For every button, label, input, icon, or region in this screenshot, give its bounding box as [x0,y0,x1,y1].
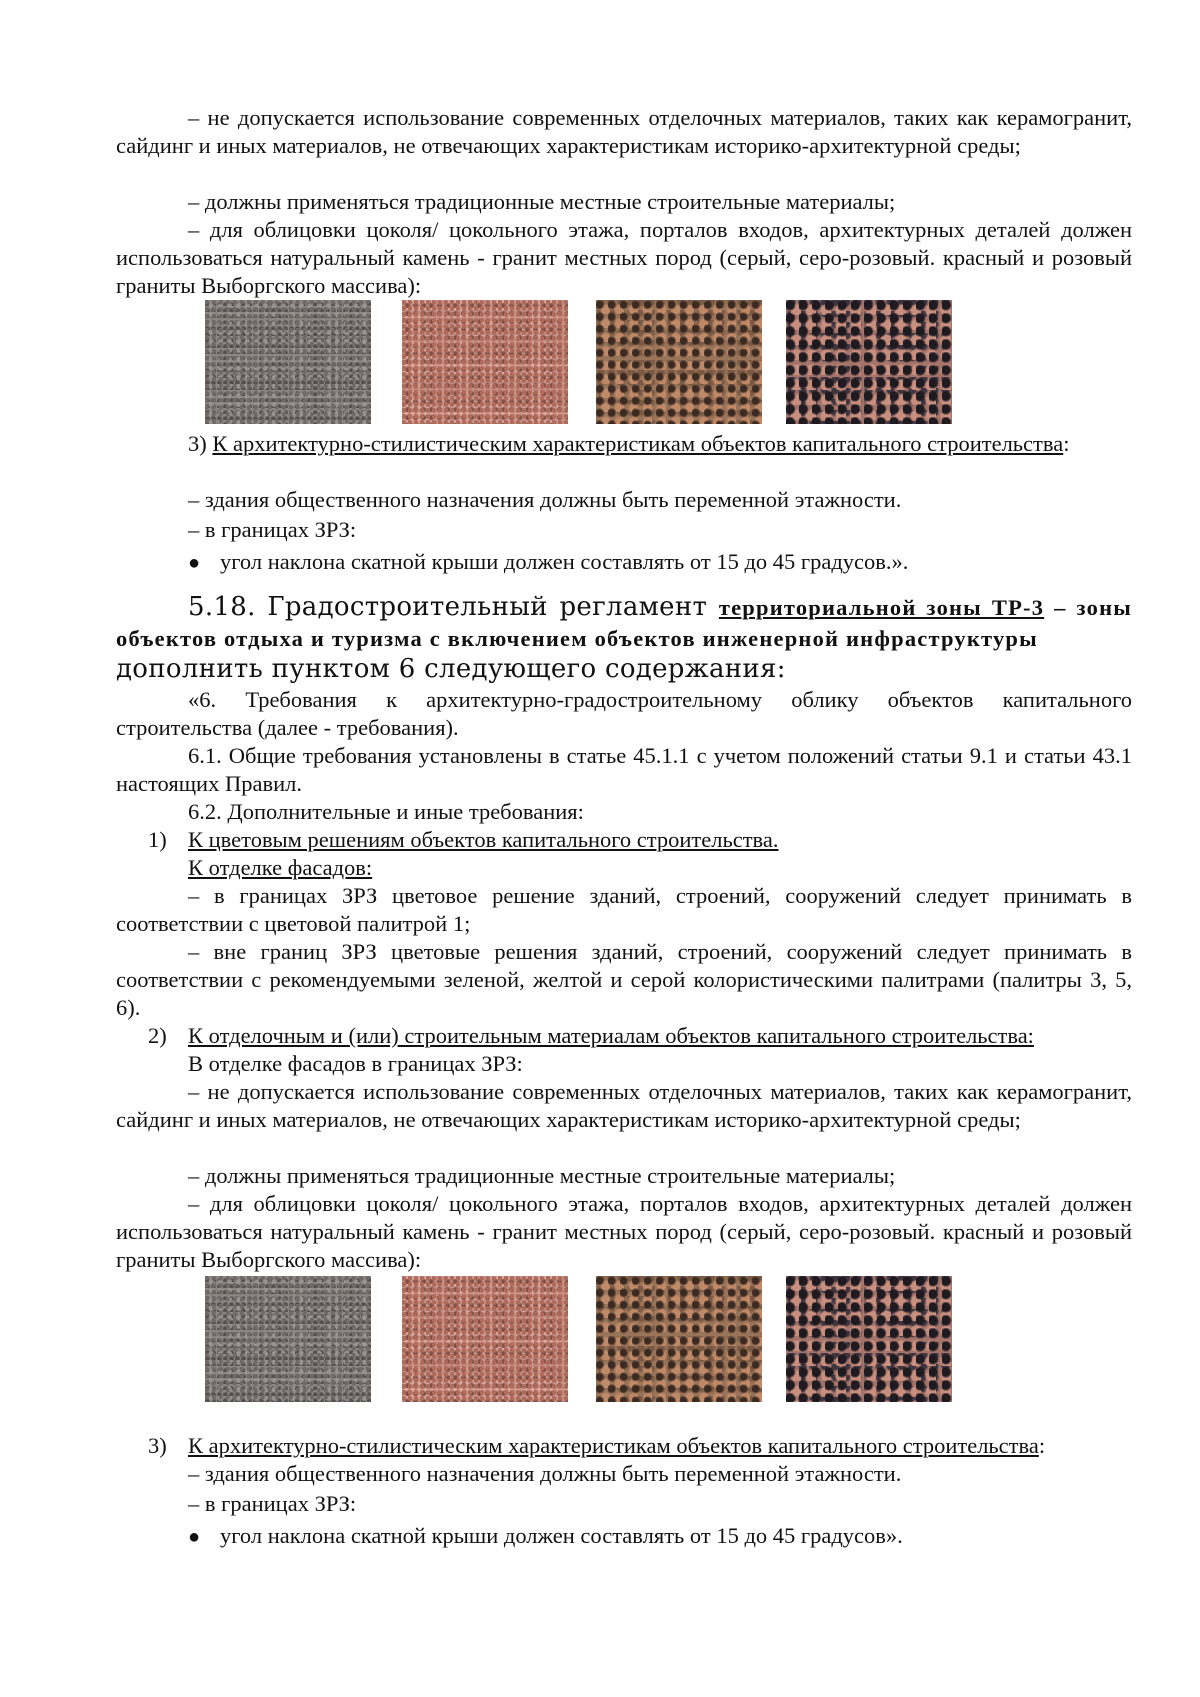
list-item-1-dash-2 [116,938,1132,1022]
list-item-3-bullet [188,1522,1132,1551]
zone-description: – зоны объектов отдыха и туризма с включением объектов инженерной инфраструктуры [116,595,1132,651]
bullet-icon: ● [188,1526,201,1548]
list-text: К цветовым решениям объектов капитального строительства. [188,827,779,852]
granite-gray-sample [205,1276,371,1402]
list-item-1 [148,826,1132,854]
section-a-item-1 [116,104,1132,160]
granite-pink-sample [786,300,952,424]
section-518-heading [116,592,1132,685]
list-number: 1) [148,827,167,852]
list-item-2-dash-3 [116,1190,1132,1274]
list-text: К отделочным и (или) строительным материалам объектов капитального строительства: [188,1023,1034,1048]
subheading: К отделке фасадов: [188,855,373,880]
paragraph: – должны применяться традиционные местные строительные материалы; [188,189,896,214]
paragraph: – должны применяться традиционные местные строительные материалы; [188,1163,896,1188]
paragraph: – для облицовки цоколя/ цокольного этажа, порталов входов, архитектурных деталей должен использоваться натуральный камень - гранит местных пород (серый, серо-розовый. красный и розовый граниты Выборгского массива): [116,1191,1132,1272]
granite-red-sample [596,300,762,424]
list-item-2-sub [188,1050,1132,1078]
paragraph: – вне границ ЗРЗ цветовые решения зданий, строений, сооружений следует принимать в соответствии с рекомендуемыми зеленой, желтой и серой колористическими палитрами (палитры 3, 5, 6). [116,939,1132,1020]
paragraph: – для облицовки цоколя/ цокольного этажа, порталов входов, архитектурных деталей должен использоваться натуральный камень - гранит местных пород (серый, серо-розовый. красный и розовый граниты Выборгского массива): [116,217,1132,298]
subheading: В отделке фасадов в границах ЗРЗ: [188,1051,523,1076]
paragraph: – в границах ЗРЗ: [188,1491,357,1516]
paragraph: – не допускается использование современных отделочных материалов, таких как керамогранит, сайдинг и иных материалов, не отвечающих характеристикам историко-архитектурной среды; [116,105,1132,158]
section-a-item-3 [116,216,1132,300]
section-a-bullet [188,548,1132,577]
granite-gray-pink-sample [402,300,568,424]
bullet-text: угол наклона скатной крыши должен составлять от 15 до 45 градусов». [220,1523,903,1548]
granite-gray-pink-sample [402,1276,568,1402]
list-item-3-dash-2 [116,1490,1132,1518]
heading-text: К архитектурно-стилистическим характеристикам объектов капитального строительства [212,431,1064,456]
paragraph-6 [116,686,1132,742]
list-number: 3) [188,431,207,456]
paragraph-6-2 [116,798,1132,826]
paragraph: – в границах ЗРЗ цветовое решение зданий, строений, сооружений следует принимать в соответствии с цветовой палитрой 1; [116,883,1132,936]
list-item-2 [148,1022,1132,1050]
section-a-heading-3 [116,430,1132,458]
list-text: К архитектурно-стилистическим характеристикам объектов капитального строительства [188,1433,1039,1458]
paragraph: «6. Требования к архитектурно-градостроительному облику объектов капитального строительства (далее - требования). [116,687,1132,740]
paragraph: – в границах ЗРЗ: [188,517,357,542]
paragraph-6-1 [116,742,1132,798]
granite-pink-sample [786,1276,952,1402]
heading-tail: : [1063,431,1070,456]
section-a-item-2 [116,188,1132,216]
paragraph: – не допускается использование современных отделочных материалов, таких как керамогранит, сайдинг и иных материалов, не отвечающих характеристикам историко-архитектурной среды; [116,1079,1132,1132]
paragraph: – здания общественного назначения должны быть переменной этажности. [188,487,902,512]
section-a-item-5 [116,516,1132,544]
zone-name: территориальной зоны ТР-3 [718,595,1045,620]
list-item-3 [148,1432,1132,1460]
section-a-item-4 [116,486,1132,514]
granite-red-sample [596,1276,762,1402]
list-number: 2) [148,1023,167,1048]
granite-gray-sample [205,300,371,424]
list-item-3-dash-1 [116,1460,1132,1488]
list-item-1-dash-1 [116,882,1132,938]
list-item-1-sub [188,854,1132,882]
bullet-icon: ● [188,552,201,574]
list-item-2-dash-1 [116,1078,1132,1134]
paragraph: 6.2. Дополнительные и иные требования: [188,799,584,824]
paragraph: 6.1. Общие требования установлены в статье 45.1.1 с учетом положений статьи 9.1 и статьи 43.1 настоящих Правил. [116,743,1132,796]
heading-tail: дополнить пунктом 6 следующего содержания: [116,654,786,684]
bullet-text: угол наклона скатной крыши должен составлять от 15 до 45 градусов.». [220,549,909,574]
paragraph: – здания общественного назначения должны быть переменной этажности. [188,1461,902,1486]
list-item-2-dash-2 [116,1162,1132,1190]
section-number: 5.18. Градостроительный регламент [188,592,719,622]
list-tail: : [1038,1433,1046,1458]
list-number: 3) [148,1433,167,1458]
